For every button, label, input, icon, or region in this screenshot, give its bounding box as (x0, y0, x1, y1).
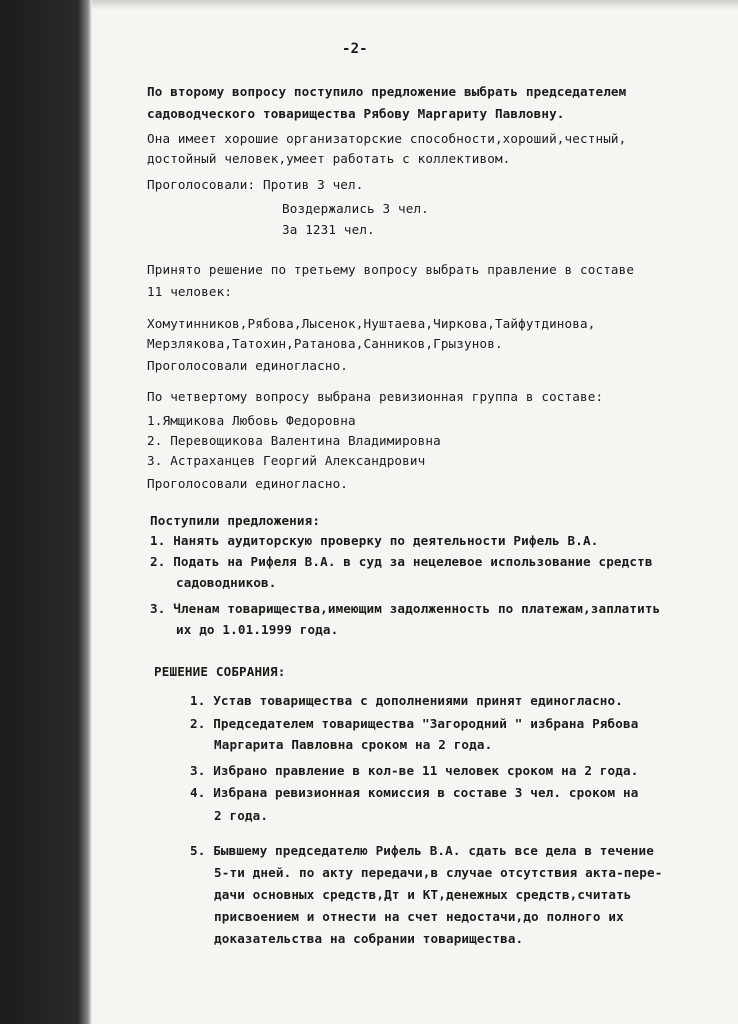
page-number: -2- (342, 41, 368, 57)
q2-line-1: По второму вопросу поступило предложение выбрать председателем (147, 84, 627, 99)
q3-board-names-1: Хомутинников,Рябова,Лысенок,Нуштаева,Чиркова,Тайфутдинова, (147, 316, 596, 331)
decision-heading: РЕШЕНИЕ СОБРАНИЯ: (154, 664, 286, 679)
q2-line-3: Она имеет хорошие организаторские способности,хороший,честный, (147, 131, 627, 146)
q4-member-1: 1.Ямщикова Любовь Федоровна (147, 413, 356, 428)
q3-voted: Проголосовали единогласно. (147, 358, 349, 373)
proposal-1: 1. Нанять аудиторскую проверку по деятельности Рифель В.А. (150, 533, 599, 548)
proposal-3-line-1: 3. Членам товарищества,имеющим задолженность по платежам,заплатить (150, 601, 661, 616)
decision-2-line-1: 2. Председателем товарищества "Загородний " избрана Рябова (190, 716, 639, 731)
proposal-2-line-2: садоводников. (176, 575, 277, 590)
decision-5-line-5: доказательства на собрании товарищества. (214, 931, 524, 946)
proposals-heading: Поступили предложения: (150, 513, 321, 528)
decision-2-line-2: Маргарита Павловна сроком на 2 года. (214, 737, 493, 752)
document-page (92, 0, 738, 1024)
proposal-2-line-1: 2. Подать на Рифеля В.А. в суд за нецелевое использование средств (150, 554, 653, 569)
decision-5-line-4: присвоением и отнести на счет недостачи,до полного их (214, 909, 624, 924)
q2-line-2: садоводческого товарищества Рябову Маргариту Павловну. (147, 106, 565, 121)
q4-voted: Проголосовали единогласно. (147, 476, 349, 491)
decision-5-line-2: 5-ти дней. по акту передачи,в случае отсутствия акта-пере- (214, 865, 663, 880)
q2-vote-for: За 1231 чел. (282, 222, 375, 237)
decision-1: 1. Устав товарищества с дополнениями принят единогласно. (190, 693, 623, 708)
decision-5-line-1: 5. Бывшему председателю Рифель В.А. сдать все дела в течение (190, 843, 654, 858)
q4-member-3: 3. Астраханцев Георгий Александрович (147, 453, 426, 468)
q2-line-4: достойный человек,умеет работать с коллективом. (147, 151, 511, 166)
q4-line-1: По четвертому вопросу выбрана ревизионная группа в составе: (147, 389, 604, 404)
q4-member-2: 2. Перевощикова Валентина Владимировна (147, 433, 441, 448)
decision-5-line-3: дачи основных средств,Дт и КТ,денежных средств,считать (214, 887, 632, 902)
q2-vote-abstain: Воздержались 3 чел. (282, 201, 429, 216)
q3-board-names-2: Мерзлякова,Татохин,Ратанова,Санников,Грызунов. (147, 336, 503, 351)
scan-dark-edge (0, 0, 92, 1024)
q3-line-1: Принято решение по третьему вопросу выбрать правление в составе (147, 262, 635, 277)
decision-4-line-1: 4. Избрана ревизионная комиссия в составе 3 чел. сроком на (190, 785, 639, 800)
q2-vote-against: Проголосовали: Против 3 чел. (147, 177, 364, 192)
decision-4-line-2: 2 года. (214, 808, 269, 823)
q3-line-2: 11 человек: (147, 284, 233, 299)
proposal-3-line-2: их до 1.01.1999 года. (176, 622, 339, 637)
decision-3: 3. Избрано правление в кол-ве 11 человек сроком на 2 года. (190, 763, 639, 778)
